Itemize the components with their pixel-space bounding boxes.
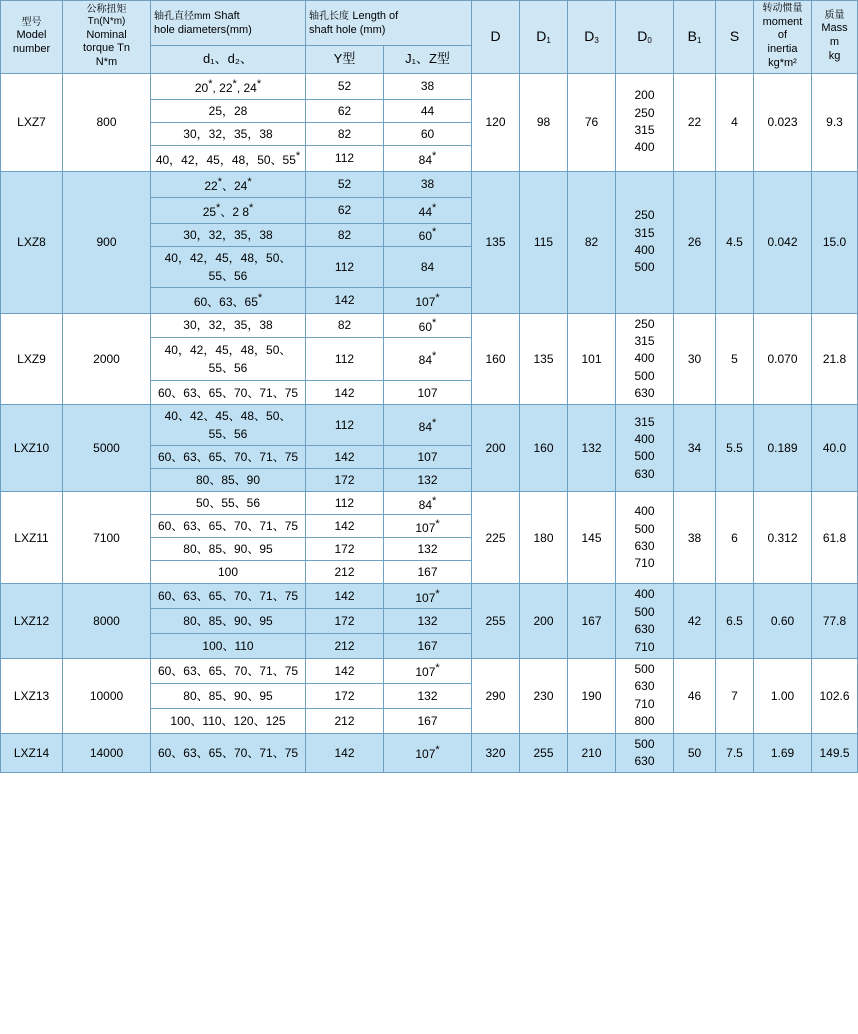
cell-S: 4 — [716, 73, 754, 171]
header-B1: $B_1$ — [674, 1, 716, 74]
cell-bore-diameter: 60、63、65、70、71、75 — [151, 515, 306, 538]
cell-mass: 15.0 — [812, 171, 858, 313]
cell-length-jz: 107* — [384, 584, 472, 609]
table-row — [1, 73, 858, 99]
cell-length-jz: 84* — [384, 145, 472, 171]
cell-bore-diameter: 60、63、65、70、71、75 — [151, 446, 306, 469]
cell-length-jz: 167 — [384, 708, 472, 733]
cell-mass: 102.6 — [812, 659, 858, 734]
cell-length-jz: 107 — [384, 381, 472, 405]
cell-inertia: 0.60 — [754, 584, 812, 659]
cell-length-jz: 167 — [384, 634, 472, 659]
table-row — [1, 171, 858, 197]
header-nominal-torque: 公称扭矩 Tn(N*m) Nominal torque Tn N*m — [63, 1, 151, 74]
cell-length-y: 142 — [306, 381, 384, 405]
cell-length-jz: 44 — [384, 99, 472, 122]
cell-length-y: 52 — [306, 171, 384, 197]
cell-B1: 38 — [674, 492, 716, 584]
cell-length-jz: 132 — [384, 683, 472, 708]
cell-bore-diameter: 100、110、120、125 — [151, 708, 306, 733]
cell-D0: 250 315 400 500 — [616, 171, 674, 313]
cell-D1: 230 — [520, 659, 568, 734]
cell-S: 6 — [716, 492, 754, 584]
cell-length-y: 82 — [306, 223, 384, 246]
cell-model: LXZ13 — [1, 659, 63, 734]
header-model: 型号 Model number — [1, 1, 63, 74]
cell-model: LXZ10 — [1, 405, 63, 492]
cell-bore-diameter: 60、63、65* — [151, 287, 306, 313]
table-row — [1, 733, 858, 773]
cell-B1: 34 — [674, 405, 716, 492]
cell-S: 5.5 — [716, 405, 754, 492]
cell-D: 290 — [472, 659, 520, 734]
cell-torque: 800 — [63, 73, 151, 171]
cell-length-jz: 132 — [384, 469, 472, 492]
cell-D0: 400 500 630 710 — [616, 584, 674, 659]
cell-model: LXZ12 — [1, 584, 63, 659]
cell-bore-diameter: 60、63、65、70、71、75 — [151, 381, 306, 405]
cell-bore-diameter: 100 — [151, 561, 306, 584]
cell-D: 135 — [472, 171, 520, 313]
cell-torque: 900 — [63, 171, 151, 313]
cell-length-jz: 84* — [384, 492, 472, 515]
cell-length-jz: 38 — [384, 171, 472, 197]
header-D0: $D_0$ — [616, 1, 674, 74]
cell-length-y: 172 — [306, 469, 384, 492]
cell-S: 6.5 — [716, 584, 754, 659]
cell-torque: 5000 — [63, 405, 151, 492]
cell-length-y: 142 — [306, 446, 384, 469]
cell-bore-diameter: 80、85、90、95 — [151, 538, 306, 561]
cell-model: LXZ11 — [1, 492, 63, 584]
cell-mass: 77.8 — [812, 584, 858, 659]
cell-bore-diameter: 100、110 — [151, 634, 306, 659]
cell-mass: 149.5 — [812, 733, 858, 773]
cell-length-y: 212 — [306, 708, 384, 733]
cell-bore-diameter: 40、42、45、48、50、55、56 — [151, 405, 306, 446]
cell-D0: 400 500 630 710 — [616, 492, 674, 584]
cell-D: 320 — [472, 733, 520, 773]
cell-D0: 200 250 315 400 — [616, 73, 674, 171]
cell-mass: 61.8 — [812, 492, 858, 584]
header-D1: $D_1$ — [520, 1, 568, 74]
cell-D3: 145 — [568, 492, 616, 584]
table-row — [1, 659, 858, 684]
cell-inertia: 0.312 — [754, 492, 812, 584]
cell-length-jz: 60* — [384, 223, 472, 246]
header-length-jz: J₁、Z型 — [384, 45, 472, 73]
table-row — [1, 405, 858, 446]
cell-length-y: 112 — [306, 246, 384, 287]
header-length-y: Y型 — [306, 45, 384, 73]
cell-bore-diameter: 20*, 22*, 24* — [151, 73, 306, 99]
cell-length-y: 112 — [306, 145, 384, 171]
header-inertia: 转动惯量 moment of inertia kg*m² — [754, 1, 812, 74]
cell-inertia: 1.69 — [754, 733, 812, 773]
cell-torque: 2000 — [63, 313, 151, 405]
cell-D1: 135 — [520, 313, 568, 405]
cell-S: 7.5 — [716, 733, 754, 773]
header-mass: 质量 Mass m kg — [812, 1, 858, 74]
cell-length-y: 142 — [306, 733, 384, 773]
cell-inertia: 1.00 — [754, 659, 812, 734]
cell-D0: 315 400 500 630 — [616, 405, 674, 492]
table-row — [1, 492, 858, 515]
header-row-1 — [1, 1, 858, 46]
cell-length-y: 62 — [306, 197, 384, 223]
cell-length-jz: 132 — [384, 609, 472, 634]
cell-length-jz: 44* — [384, 197, 472, 223]
cell-length-jz: 84* — [384, 337, 472, 380]
cell-D0: 500 630 710 800 — [616, 659, 674, 734]
cell-mass: 9.3 — [812, 73, 858, 171]
header-bore-symbols: d₁、d₂、 — [151, 45, 306, 73]
cell-inertia: 0.023 — [754, 73, 812, 171]
header-bore-diameter: 轴孔直径mm Shaft hole diameters(mm) — [151, 1, 306, 46]
cell-length-y: 82 — [306, 122, 384, 145]
cell-length-jz: 38 — [384, 73, 472, 99]
cell-length-jz: 107 — [384, 446, 472, 469]
cell-B1: 26 — [674, 171, 716, 313]
header-hole-length: 轴孔长度 Length of shaft hole (mm) — [306, 1, 472, 46]
cell-torque: 7100 — [63, 492, 151, 584]
cell-B1: 50 — [674, 733, 716, 773]
cell-S: 4.5 — [716, 171, 754, 313]
cell-bore-diameter: 50、55、56 — [151, 492, 306, 515]
cell-B1: 22 — [674, 73, 716, 171]
cell-inertia: 0.042 — [754, 171, 812, 313]
cell-bore-diameter: 80、85、90、95 — [151, 683, 306, 708]
cell-length-jz: 60 — [384, 122, 472, 145]
cell-length-jz: 132 — [384, 538, 472, 561]
cell-bore-diameter: 22*、24* — [151, 171, 306, 197]
cell-mass: 40.0 — [812, 405, 858, 492]
cell-torque: 14000 — [63, 733, 151, 773]
cell-D3: 132 — [568, 405, 616, 492]
cell-model: LXZ9 — [1, 313, 63, 405]
cell-D3: 101 — [568, 313, 616, 405]
cell-D1: 255 — [520, 733, 568, 773]
cell-bore-diameter: 40，42，45，48，50、55、56 — [151, 246, 306, 287]
cell-length-y: 142 — [306, 287, 384, 313]
header-S: S — [716, 1, 754, 74]
cell-D: 120 — [472, 73, 520, 171]
cell-D0: 250 315 400 500 630 — [616, 313, 674, 405]
cell-B1: 46 — [674, 659, 716, 734]
cell-B1: 42 — [674, 584, 716, 659]
cell-model: LXZ7 — [1, 73, 63, 171]
cell-model: LXZ14 — [1, 733, 63, 773]
table-body — [1, 73, 858, 773]
cell-D: 225 — [472, 492, 520, 584]
cell-length-jz: 107* — [384, 515, 472, 538]
table-row — [1, 584, 858, 609]
cell-bore-diameter: 30，32，35，38 — [151, 313, 306, 337]
cell-bore-diameter: 25，28 — [151, 99, 306, 122]
cell-length-y: 112 — [306, 337, 384, 380]
cell-D3: 167 — [568, 584, 616, 659]
header-D: D — [472, 1, 520, 74]
cell-bore-diameter: 80、85、90 — [151, 469, 306, 492]
cell-bore-diameter: 80、85、90、95 — [151, 609, 306, 634]
cell-bore-diameter: 60、63、65、70、71、75 — [151, 584, 306, 609]
cell-length-y: 212 — [306, 561, 384, 584]
cell-D: 160 — [472, 313, 520, 405]
cell-length-y: 112 — [306, 492, 384, 515]
cell-D1: 160 — [520, 405, 568, 492]
cell-length-jz: 107* — [384, 733, 472, 773]
cell-bore-diameter: 40，42，45，48，50、55* — [151, 145, 306, 171]
cell-D1: 115 — [520, 171, 568, 313]
cell-length-jz: 107* — [384, 659, 472, 684]
cell-length-jz: 60* — [384, 313, 472, 337]
cell-D3: 76 — [568, 73, 616, 171]
cell-length-y: 212 — [306, 634, 384, 659]
cell-model: LXZ8 — [1, 171, 63, 313]
cell-D3: 82 — [568, 171, 616, 313]
cell-torque: 8000 — [63, 584, 151, 659]
cell-length-y: 52 — [306, 73, 384, 99]
cell-bore-diameter: 40，42，45，48，50、55、56 — [151, 337, 306, 380]
cell-length-y: 62 — [306, 99, 384, 122]
cell-length-jz: 167 — [384, 561, 472, 584]
cell-D3: 190 — [568, 659, 616, 734]
cell-length-y: 142 — [306, 515, 384, 538]
cell-length-y: 112 — [306, 405, 384, 446]
cell-D: 255 — [472, 584, 520, 659]
cell-D1: 180 — [520, 492, 568, 584]
cell-length-jz: 107* — [384, 287, 472, 313]
cell-bore-diameter: 60、63、65、70、71、75 — [151, 733, 306, 773]
cell-D1: 98 — [520, 73, 568, 171]
cell-S: 7 — [716, 659, 754, 734]
cell-bore-diameter: 30，32，35，38 — [151, 122, 306, 145]
cell-D1: 200 — [520, 584, 568, 659]
cell-S: 5 — [716, 313, 754, 405]
cell-length-jz: 84* — [384, 405, 472, 446]
cell-length-jz: 84 — [384, 246, 472, 287]
header-D3: $D_3$ — [568, 1, 616, 74]
cell-length-y: 172 — [306, 683, 384, 708]
table-header — [1, 1, 858, 74]
cell-length-y: 82 — [306, 313, 384, 337]
cell-D0: 500 630 — [616, 733, 674, 773]
table-row — [1, 313, 858, 337]
cell-length-y: 142 — [306, 659, 384, 684]
cell-inertia: 0.189 — [754, 405, 812, 492]
cell-B1: 30 — [674, 313, 716, 405]
cell-D3: 210 — [568, 733, 616, 773]
cell-length-y: 142 — [306, 584, 384, 609]
cell-length-y: 172 — [306, 609, 384, 634]
cell-bore-diameter: 30，32，35，38 — [151, 223, 306, 246]
cell-bore-diameter: 25*、2 8* — [151, 197, 306, 223]
cell-D: 200 — [472, 405, 520, 492]
cell-inertia: 0.070 — [754, 313, 812, 405]
cell-bore-diameter: 60、63、65、70、71、75 — [151, 659, 306, 684]
cell-length-y: 172 — [306, 538, 384, 561]
cell-torque: 10000 — [63, 659, 151, 734]
cell-mass: 21.8 — [812, 313, 858, 405]
